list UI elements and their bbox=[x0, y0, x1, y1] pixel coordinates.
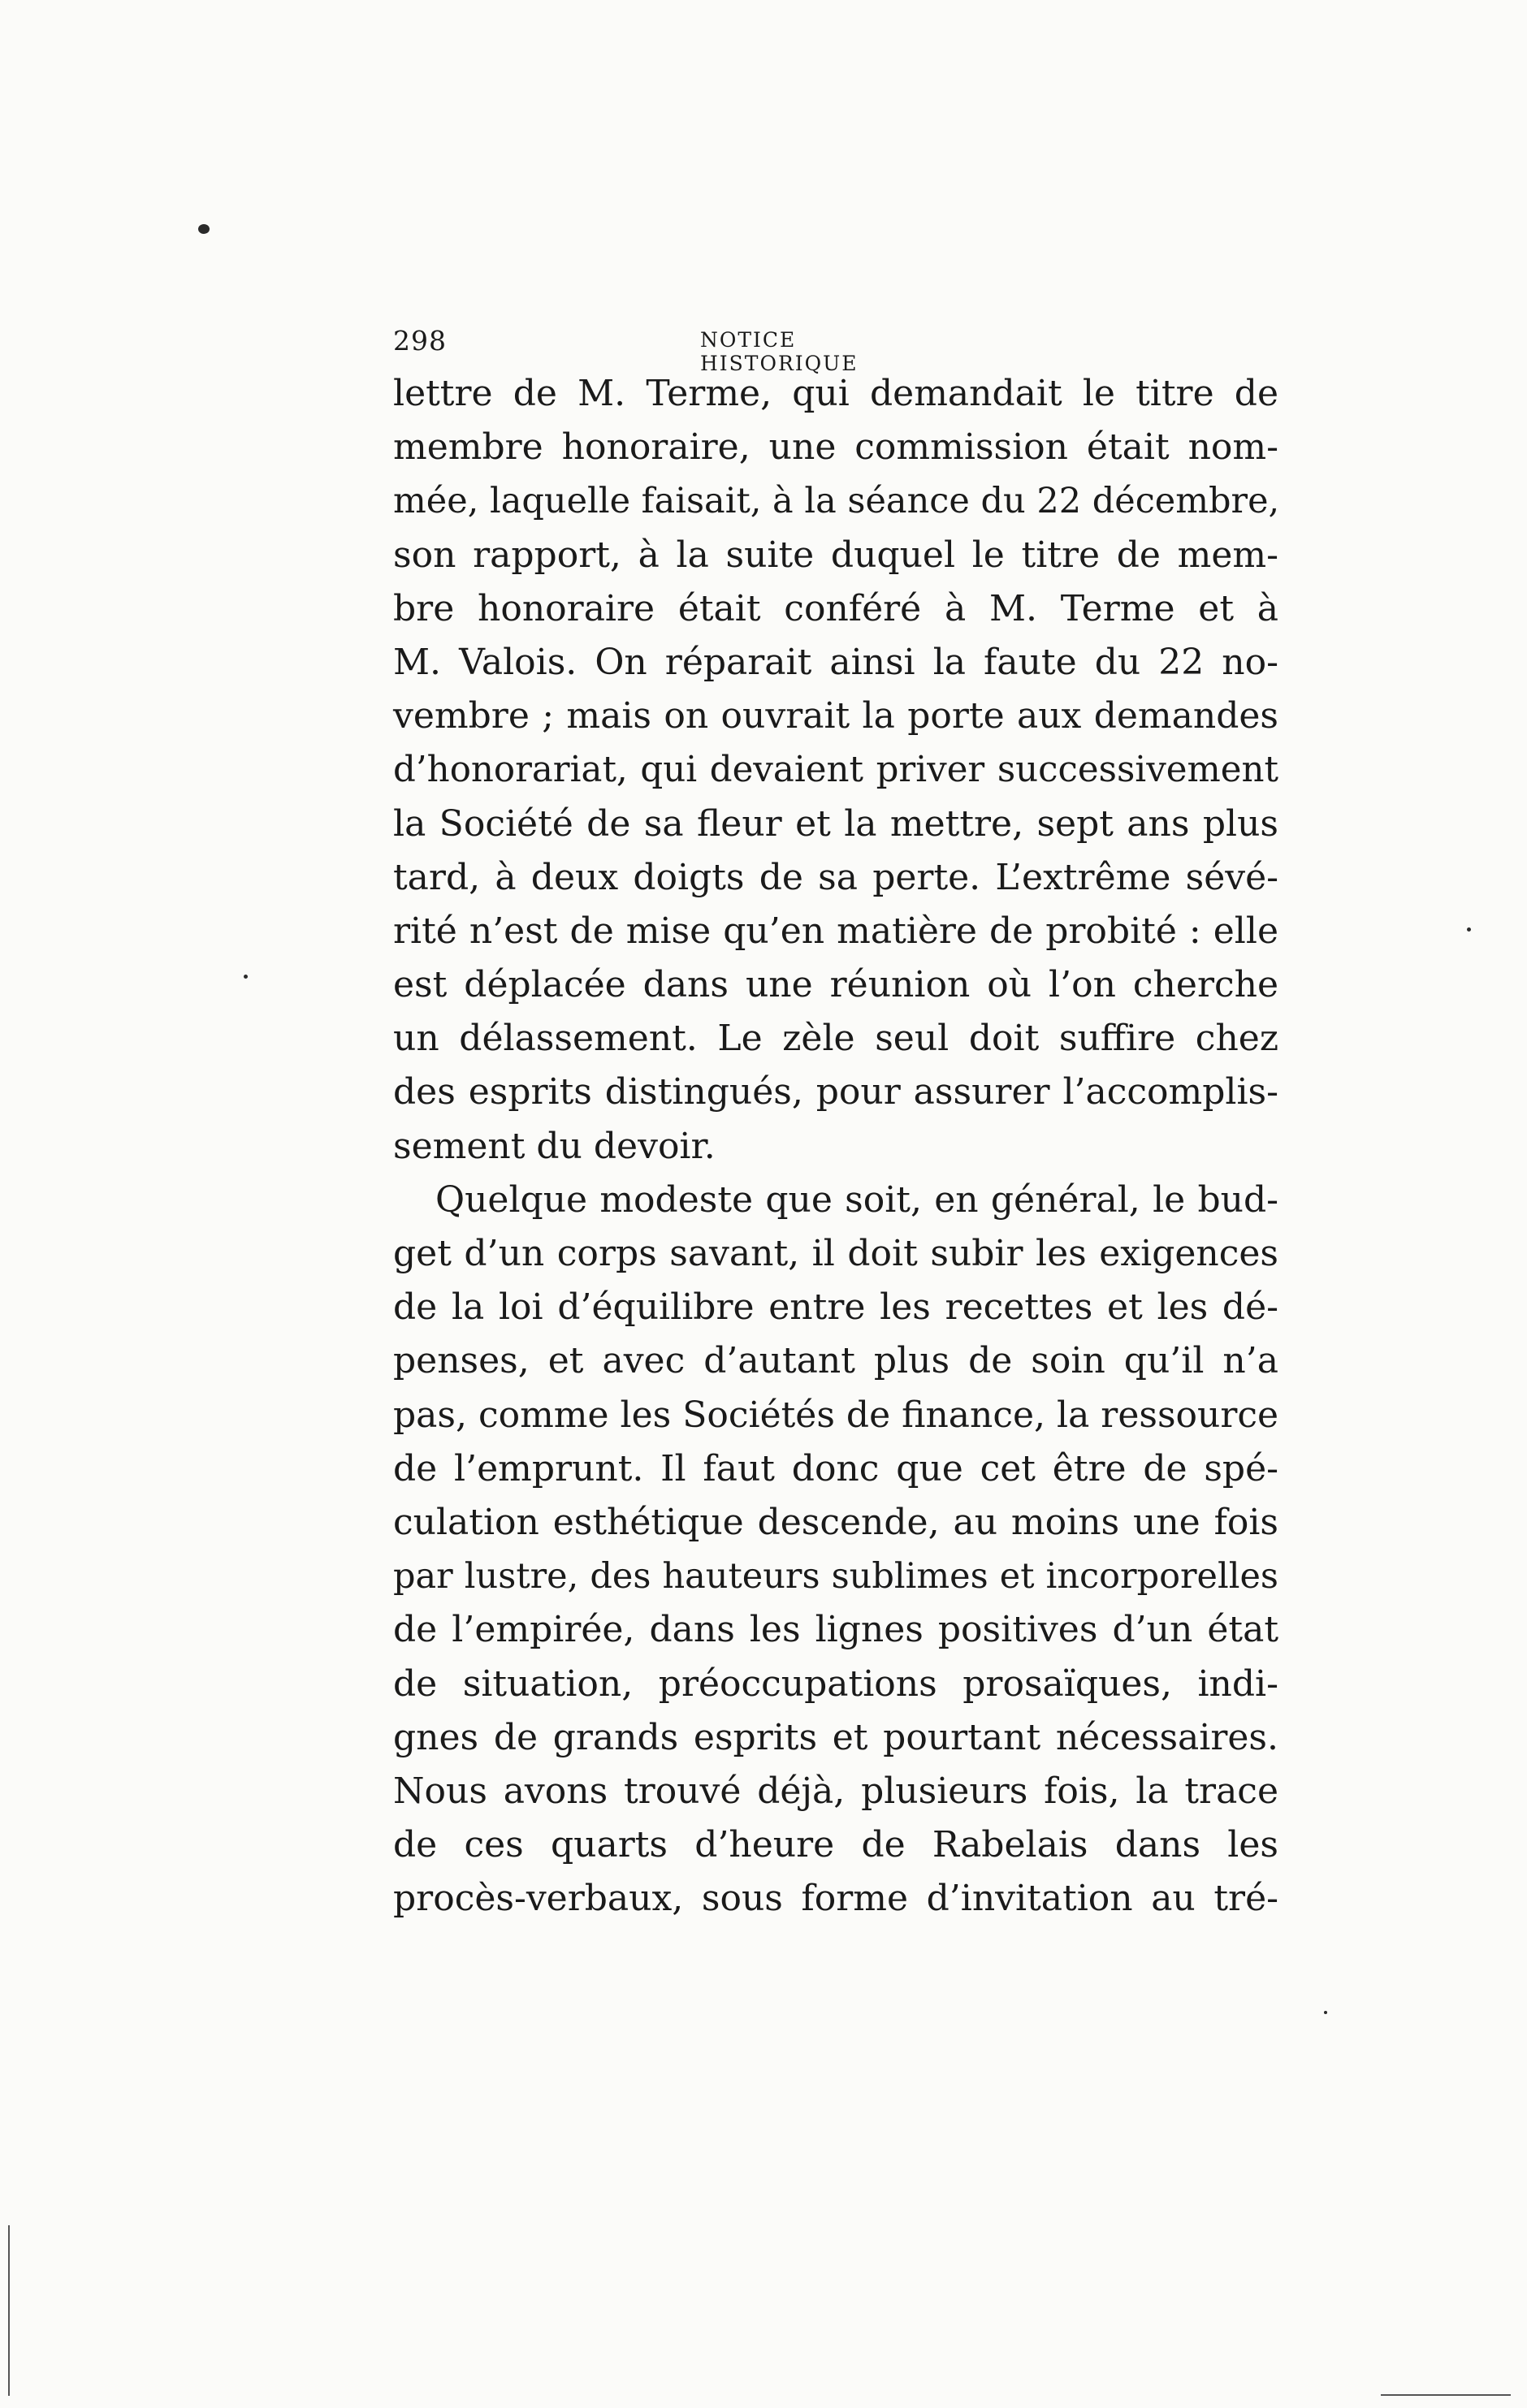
text-line: mée, laquelle faisait, à la séance du 22 décembre, bbox=[393, 481, 1280, 522]
paragraph-2 bbox=[393, 1174, 1278, 1926]
text-line: de l’emprunt. Il faut donc que cet être de spé- bbox=[393, 1447, 1278, 1489]
text-line: membre honoraire, une commission était nom- bbox=[393, 426, 1278, 469]
running-head bbox=[393, 325, 958, 375]
scan-edge-line bbox=[1381, 2394, 1511, 2396]
text-line: get d’un corps savant, il doit subir les exigences bbox=[393, 1233, 1278, 1274]
text-line: penses, et avec d’autant plus de soin qu’il n’a bbox=[393, 1340, 1278, 1382]
text-line: Quelque modeste que soit, en général, le bud- bbox=[435, 1178, 1278, 1221]
page-number: 298 bbox=[393, 325, 447, 357]
text-line: culation esthétique descende, au moins une fois bbox=[393, 1501, 1278, 1543]
text-line: bre honoraire était conféré à M. Terme et à bbox=[393, 587, 1278, 629]
text-line: de situation, préoccupations prosaïques, indi- bbox=[393, 1662, 1278, 1705]
text-line: la Société de sa fleur et la mettre, sept ans plus bbox=[393, 802, 1278, 845]
text-line: rité n’est de mise qu’en matière de probité : elle bbox=[393, 910, 1278, 952]
scan-edge-line bbox=[8, 2225, 10, 2396]
text-line: gnes de grands esprits et pourtant nécessaires. bbox=[393, 1716, 1278, 1758]
text-line: de l’empirée, dans les lignes positives d’un état bbox=[393, 1609, 1278, 1651]
text-line: sement du devoir. bbox=[393, 1125, 716, 1167]
running-title: NOTICE HISTORIQUE bbox=[700, 328, 859, 375]
text-line: son rapport, à la suite duquel le titre de mem- bbox=[393, 534, 1278, 576]
text-line: procès-verbaux, sous forme d’invitation au tré- bbox=[393, 1878, 1278, 1920]
text-line: un délassement. Le zèle seul doit suffire chez bbox=[393, 1018, 1278, 1060]
ink-speck bbox=[1324, 2011, 1327, 2014]
ink-speck bbox=[1467, 927, 1471, 932]
text-line: tard, à deux doigts de sa perte. L’extrême sévé- bbox=[393, 856, 1278, 898]
text-line: lettre de M. Terme, qui demandait le titre de bbox=[393, 373, 1278, 414]
body-text bbox=[393, 367, 1278, 1926]
ink-speck bbox=[244, 975, 248, 979]
text-line: vembre ; mais on ouvrait la porte aux demandes bbox=[393, 695, 1278, 737]
text-line: M. Valois. On réparait ainsi la faute du 22 no- bbox=[393, 641, 1278, 683]
ink-speck bbox=[198, 224, 210, 234]
text-line: des esprits distingués, pour assurer l’accomplis- bbox=[393, 1071, 1278, 1113]
paragraph-1 bbox=[393, 367, 1278, 1174]
text-line: de la loi d’équilibre entre les recettes et les dé- bbox=[393, 1286, 1278, 1329]
text-line: de ces quarts d’heure de Rabelais dans les bbox=[393, 1824, 1278, 1866]
text-line: Nous avons trouvé déjà, plusieurs fois, la trace bbox=[393, 1770, 1278, 1812]
text-line: est déplacée dans une réunion où l’on cherche bbox=[393, 964, 1278, 1006]
text-line: par lustre, des hauteurs sublimes et incorporelles bbox=[393, 1556, 1278, 1597]
text-line: pas, comme les Sociétés de finance, la ressource bbox=[393, 1394, 1279, 1436]
text-line: d’honorariat, qui devaient priver successivement bbox=[393, 750, 1278, 791]
